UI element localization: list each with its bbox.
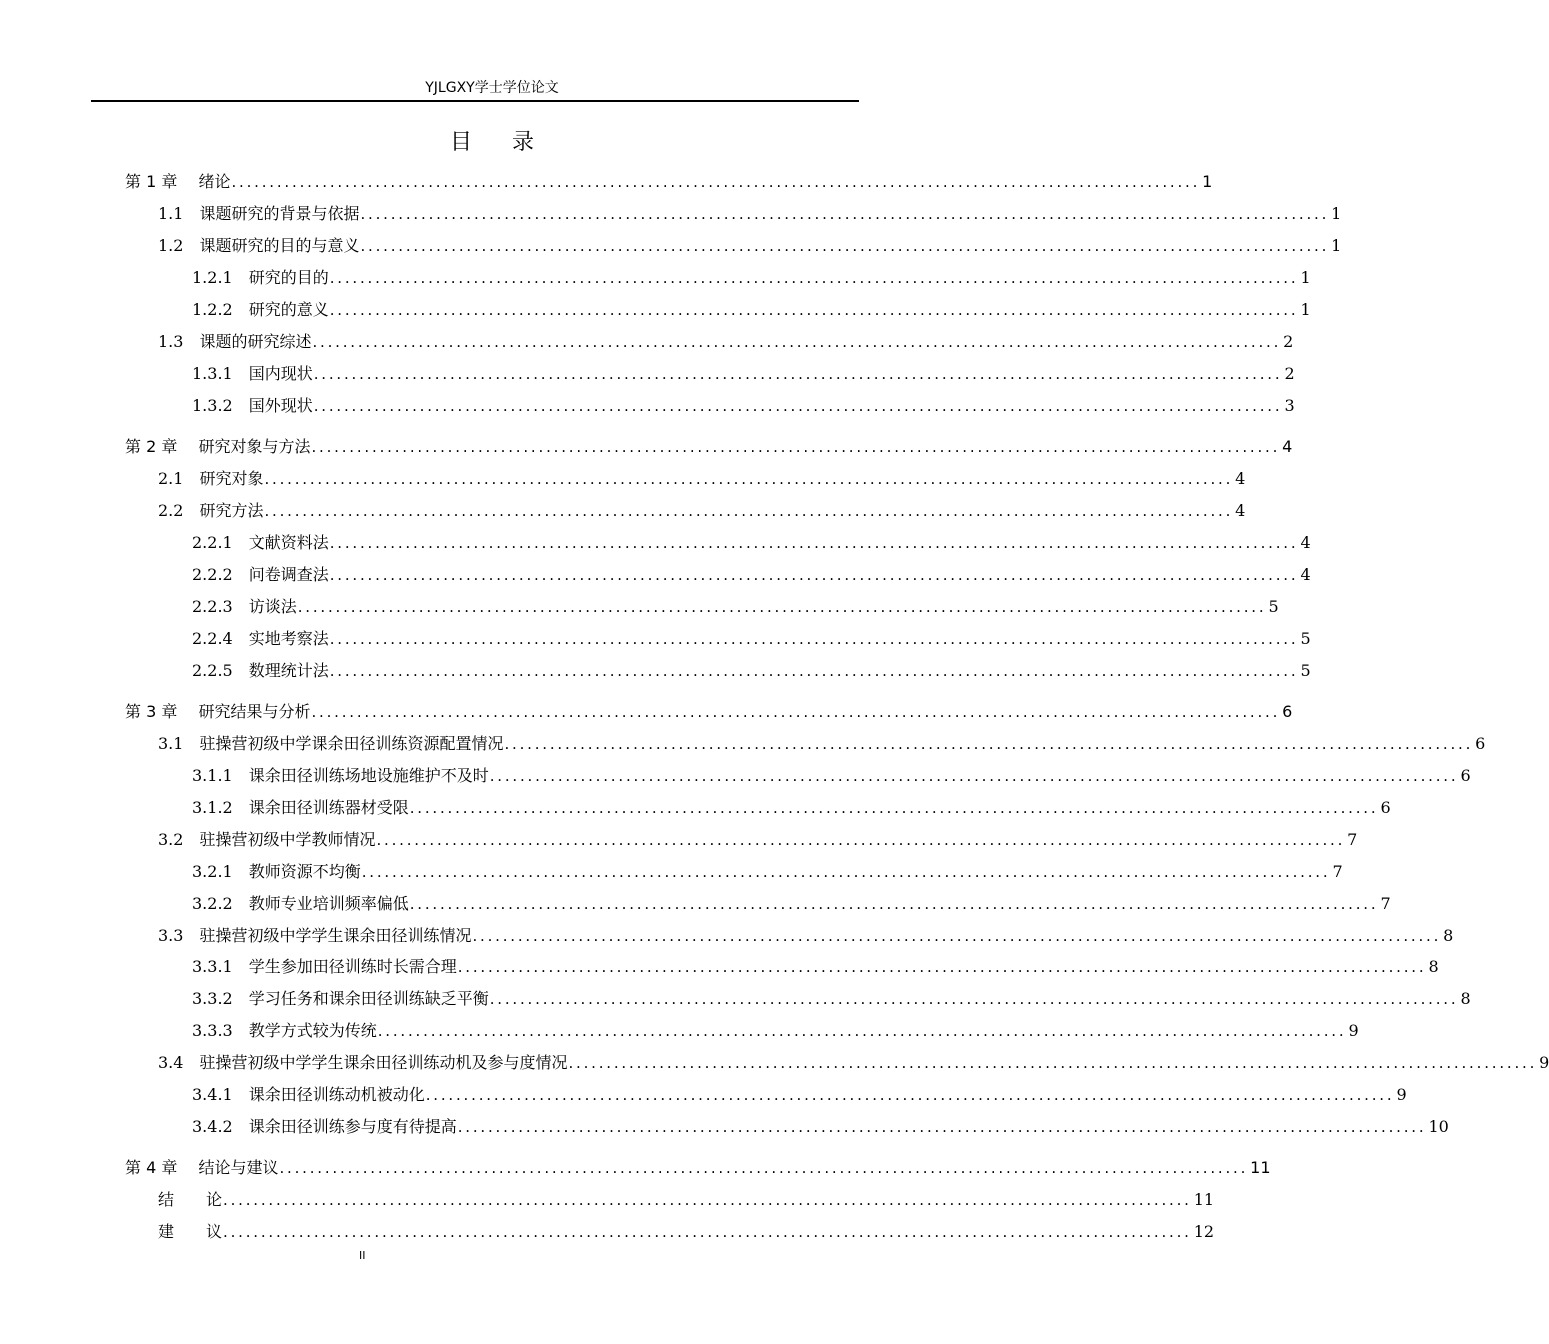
toc-entry-page: 7	[1380, 894, 1391, 913]
toc-entry[interactable]	[158, 733, 1486, 755]
page-number: II	[359, 1249, 366, 1262]
toc-entry[interactable]	[192, 988, 1471, 1010]
toc-entry-page: 10	[1428, 1117, 1449, 1136]
toc-entry[interactable]	[192, 628, 1311, 650]
toc-entry[interactable]	[158, 925, 1454, 947]
dot-leader: ................................................................................................................................	[409, 799, 1379, 817]
toc-entry-label: 1.3.1 国内现状	[192, 364, 313, 383]
toc-entry-page: 6	[1380, 798, 1391, 817]
toc-entry-page: 5	[1300, 629, 1311, 648]
toc-entry-page: 8	[1460, 989, 1471, 1008]
toc-entry-page: 11	[1250, 1158, 1271, 1177]
toc-entry-label: 3.4 驻操营初级中学学生课余田径训练动机及参与度情况	[158, 1053, 568, 1072]
dot-leader: ................................................................................................................................	[329, 269, 1299, 287]
dot-leader: ................................................................................................................................	[264, 502, 1234, 520]
toc-entry[interactable]	[192, 797, 1391, 819]
toc-entry[interactable]	[125, 436, 1293, 458]
toc-entry[interactable]	[192, 1116, 1449, 1138]
dot-leader: ................................................................................................................................	[297, 598, 1267, 616]
dot-leader: ................................................................................................................................	[361, 863, 1331, 881]
toc-entry-label: 1.1 课题研究的背景与依据	[158, 204, 360, 223]
toc-entry[interactable]	[158, 829, 1358, 851]
toc-entry-page: 11	[1193, 1190, 1215, 1209]
toc-entry-page: 4	[1282, 437, 1293, 456]
dot-leader: ................................................................................................................................	[457, 1118, 1427, 1136]
toc-entry-page: 9	[1539, 1053, 1549, 1072]
toc-entry[interactable]	[192, 267, 1311, 289]
dot-leader: ................................................................................................................................	[425, 1086, 1395, 1104]
toc-entry-label: 3.2.2 教师专业培训频率偏低	[192, 894, 409, 913]
toc-entry-page: 6	[1460, 766, 1471, 785]
toc-entry-label: 3.1.2 课余田径训练器材受限	[192, 798, 409, 817]
toc-entry-label: 2.2 研究方法	[158, 501, 264, 520]
toc-entry-page: 7	[1347, 830, 1358, 849]
toc-entry-page: 1	[1331, 204, 1342, 223]
dot-leader: ................................................................................................................................	[311, 703, 1281, 721]
toc-entry[interactable]	[192, 956, 1439, 978]
toc-entry-label: 3.3 驻操营初级中学学生课余田径训练情况	[158, 926, 472, 945]
toc-entry[interactable]	[158, 468, 1246, 490]
toc-entry-label: 2.2.2 问卷调查法	[192, 565, 329, 584]
toc-entry-label: 2.2.3 访谈法	[192, 597, 297, 616]
toc-entry-label: 3.4.1 课余田径训练动机被动化	[192, 1085, 425, 1104]
dot-leader: ................................................................................................................................	[489, 990, 1459, 1008]
toc-entry-label: 结 论	[158, 1190, 223, 1209]
toc-entry[interactable]	[158, 331, 1294, 353]
toc-entry-label: 第 2 章 研究对象与方法	[125, 437, 311, 456]
dot-leader: ................................................................................................................................	[329, 630, 1299, 648]
toc-entry[interactable]	[192, 893, 1391, 915]
dot-leader: ................................................................................................................................	[360, 237, 1330, 255]
toc-entry[interactable]	[192, 1084, 1407, 1106]
toc-entry-label: 1.2 课题研究的目的与意义	[158, 236, 360, 255]
toc-entry-page: 12	[1193, 1222, 1215, 1241]
toc-entry-label: 1.3 课题的研究综述	[158, 332, 312, 351]
toc-entry[interactable]	[158, 1189, 1215, 1211]
dot-leader: ................................................................................................................................	[313, 397, 1283, 415]
toc-entry-label: 3.1 驻操营初级中学课余田径训练资源配置情况	[158, 734, 504, 753]
toc-entry-page: 8	[1443, 926, 1454, 945]
toc-entry-page: 1	[1331, 236, 1342, 255]
dot-leader: ................................................................................................................................	[329, 662, 1299, 680]
dot-leader: ................................................................................................................................	[312, 333, 1282, 351]
toc-entry[interactable]	[192, 861, 1343, 883]
toc-entry-page: 1	[1300, 300, 1311, 319]
toc-entry[interactable]	[192, 564, 1311, 586]
toc-title: 目录	[449, 130, 574, 155]
toc-entry-page: 6	[1282, 702, 1293, 721]
dot-leader: ................................................................................................................................	[279, 1159, 1249, 1177]
toc-entry[interactable]	[158, 203, 1342, 225]
toc-entry-page: 4	[1300, 565, 1311, 584]
toc-entry[interactable]	[158, 500, 1246, 522]
toc-entry-page: 7	[1332, 862, 1343, 881]
toc-entry-page: 8	[1428, 957, 1439, 976]
dot-leader: ................................................................................................................................	[231, 173, 1201, 191]
toc-entry-label: 第 1 章 绪论	[125, 172, 231, 191]
dot-leader: ................................................................................................................................	[376, 831, 1346, 849]
dot-leader: ................................................................................................................................	[568, 1054, 1538, 1072]
toc-entry-label: 2.2.1 文献资料法	[192, 533, 329, 552]
toc-entry-page: 9	[1348, 1021, 1359, 1040]
dot-leader: ................................................................................................................................	[472, 927, 1442, 945]
toc-entry-label: 2.2.4 实地考察法	[192, 629, 329, 648]
toc-entry-page: 5	[1268, 597, 1279, 616]
toc-entry-label: 3.1.1 课余田径训练场地设施维护不及时	[192, 766, 489, 785]
dot-leader: ................................................................................................................................	[223, 1191, 1192, 1209]
toc-entry[interactable]	[125, 1157, 1271, 1179]
toc-entry[interactable]	[158, 1221, 1215, 1243]
toc-entry-label: 建 议	[158, 1222, 223, 1241]
toc-entry-page: 1	[1202, 172, 1213, 191]
toc-entry[interactable]	[192, 395, 1295, 417]
toc-entry-page: 5	[1300, 661, 1311, 680]
dot-leader: ................................................................................................................................	[329, 301, 1299, 319]
toc-entry-label: 1.2.2 研究的意义	[192, 300, 329, 319]
dot-leader: ................................................................................................................................	[329, 566, 1299, 584]
toc-entry[interactable]	[192, 1020, 1359, 1042]
toc-entry[interactable]	[192, 596, 1279, 618]
toc-entry[interactable]	[125, 701, 1293, 723]
dot-leader: ................................................................................................................................	[264, 470, 1234, 488]
dot-leader: ................................................................................................................................	[329, 534, 1299, 552]
toc-entry[interactable]	[192, 765, 1471, 787]
toc-entry-label: 第 3 章 研究结果与分析	[125, 702, 311, 721]
toc-entry-page: 6	[1475, 734, 1486, 753]
toc-entry-label: 2.2.5 数理统计法	[192, 661, 329, 680]
toc-entry-label: 3.2 驻操营初级中学教师情况	[158, 830, 376, 849]
toc-entry[interactable]	[192, 363, 1295, 385]
running-header: YJLGXY学士学位论文	[425, 80, 559, 96]
toc-entry-label: 3.4.2 课余田径训练参与度有待提高	[192, 1117, 457, 1136]
toc-entry-label: 1.2.1 研究的目的	[192, 268, 329, 287]
toc-entry-page: 3	[1284, 396, 1295, 415]
toc-entry-page: 4	[1300, 533, 1311, 552]
dot-leader: ................................................................................................................................	[223, 1223, 1192, 1241]
toc-entry-page: 1	[1300, 268, 1311, 287]
toc-entry[interactable]	[158, 1052, 1549, 1074]
dot-leader: ................................................................................................................................	[311, 438, 1281, 456]
dot-leader: ................................................................................................................................	[457, 958, 1427, 976]
toc-entry-label: 3.3.2 学习任务和课余田径训练缺乏平衡	[192, 989, 489, 1008]
toc-entry[interactable]	[192, 660, 1311, 682]
toc-entry-label: 2.1 研究对象	[158, 469, 264, 488]
toc-entry-page: 9	[1396, 1085, 1407, 1104]
dot-leader: ................................................................................................................................	[409, 895, 1379, 913]
toc-entry-label: 3.3.1 学生参加田径训练时长需合理	[192, 957, 457, 976]
toc-entry-label: 1.3.2 国外现状	[192, 396, 313, 415]
dot-leader: ................................................................................................................................	[360, 205, 1330, 223]
toc-entry[interactable]	[192, 299, 1311, 321]
toc-entry[interactable]	[192, 532, 1311, 554]
toc-entry-label: 3.3.3 教学方式较为传统	[192, 1021, 377, 1040]
toc-entry[interactable]	[125, 171, 1213, 193]
dot-leader: ................................................................................................................................	[489, 767, 1459, 785]
toc-entry-page: 2	[1284, 364, 1295, 383]
dot-leader: ................................................................................................................................	[377, 1022, 1347, 1040]
toc-entry-page: 2	[1283, 332, 1294, 351]
dot-leader: ................................................................................................................................	[504, 735, 1474, 753]
toc-entry-label: 3.2.1 教师资源不均衡	[192, 862, 361, 881]
dot-leader: ................................................................................................................................	[313, 365, 1283, 383]
toc-entry-label: 第 4 章 结论与建议	[125, 1158, 279, 1177]
toc-entry-page: 4	[1235, 469, 1246, 488]
toc-entry[interactable]	[158, 235, 1342, 257]
toc-entry-page: 4	[1235, 501, 1246, 520]
